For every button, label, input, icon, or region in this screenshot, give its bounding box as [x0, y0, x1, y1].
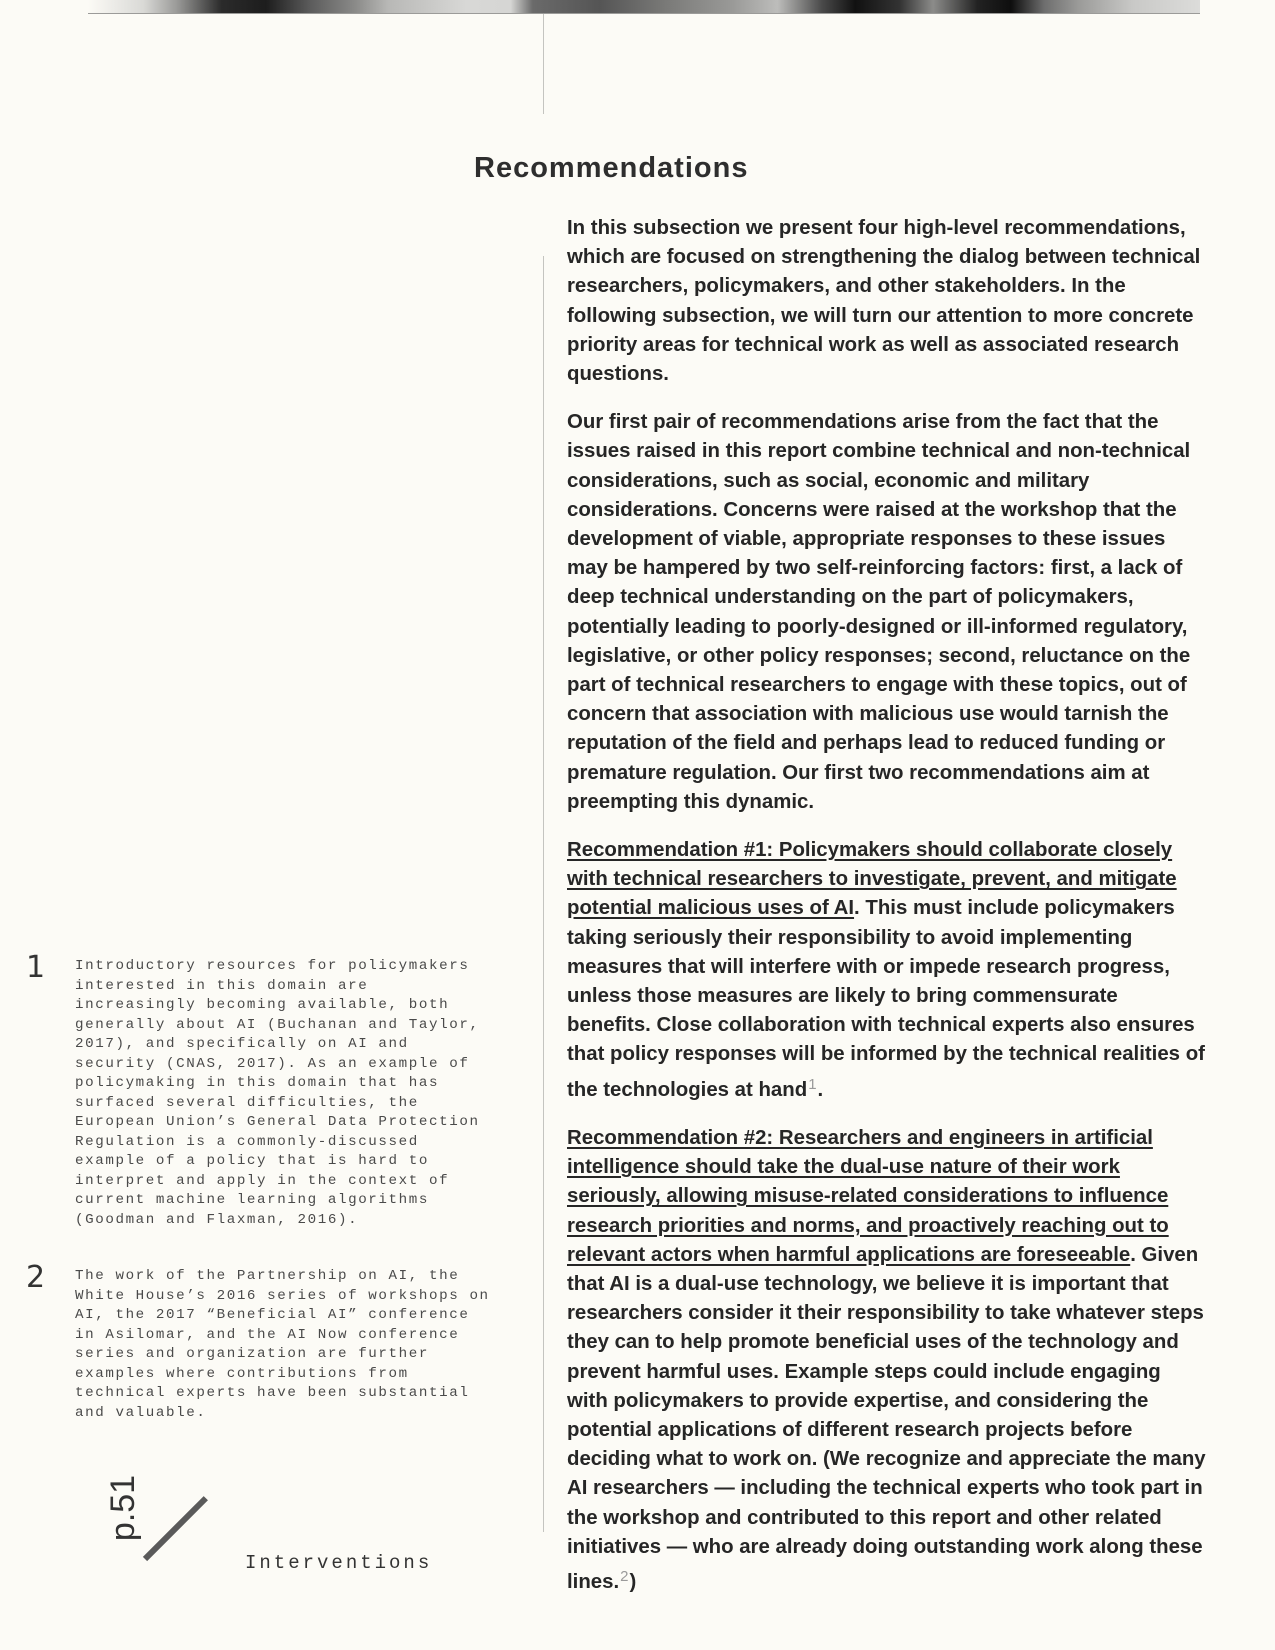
recommendation-2-tail: ): [629, 1570, 637, 1593]
footnote-2-number: 2: [26, 1260, 46, 1295]
recommendation-2-heading: Recommendation #2: Researchers and engineers in artificial intelligence should take the dual-use nature of their work seriously, allowing misuse-related considerations to influence research priorities and norms, and proactively reaching out to relevant actors when harmful applications are foreseeable: [567, 1126, 1169, 1266]
recommendation-1: [567, 836, 1207, 1105]
footnote-ref-2[interactable]: 2: [620, 1567, 629, 1585]
recommendation-2: [567, 1124, 1207, 1597]
intro-paragraph: In this subsection we present four high-level recommendations, which are focused on strengthening the dialog between technical researchers, policymakers, and other stakeholders. In the following subsection, we will turn our attention to more concrete priority areas for technical work as well as associated research questions.: [567, 217, 1201, 386]
main-column: [567, 214, 1207, 1616]
column-divider-top: [543, 14, 544, 114]
footnote-2-text: The work of the Partnership on AI, the White House’s 2016 series of workshops on AI, the 2017 “Beneficial AI” conference in Asilomar, and the AI Now conference series and organization are further examples where contributions from technical experts have been substantial and valuable.: [75, 1268, 490, 1421]
slash-divider-icon: [143, 1496, 208, 1561]
footnote-1-number: 1: [26, 950, 46, 985]
section-label: Interventions: [245, 1552, 433, 1574]
recommendation-2-body: . Given that AI is a dual-use technology, we believe it is important that researchers consider it their responsibility to take whatever steps they can to help promote beneficial uses of the technology and prevent harmful uses. Example steps could include engaging with policymakers to provide expertise, and considering the potential applications of different research projects before deciding what to work on. (We recognize and appreciate the many AI researchers — including the technical experts who took part in the workshop and contributed to this report and other related initiatives — who are already doing outstanding work along these lines.: [567, 1243, 1206, 1593]
recommendation-1-heading: Recommendation #1: Policymakers should collaborate closely with technical researchers to investigate, prevent, and mitigate potential malicious uses of AI: [567, 839, 1177, 920]
footnote-1-text: Introductory resources for policymakers interested in this domain are increasingly becoming available, both generally about AI (Buchanan and Taylor, 2017), and specifically on AI and security (CNAS, 2017). As an example of policymaking in this domain that has surfaced several difficulties, the European Union’s General Data Protection Regulation is a commonly-discussed example of a policy that is hard to interpret and apply in the context of current machine learning algorithms (Goodman and Flaxman, 2016).: [75, 958, 480, 1228]
page-title: Recommendations: [474, 152, 749, 184]
column-divider: [543, 256, 544, 1532]
context-paragraph: Our first pair of recommendations arise from the fact that the issues raised in this report combine technical and non-technical considerations, such as social, economic and military considerations. Concerns were raised at the workshop that the development of viable, appropriate responses to these issues may be hampered by two self-reinforcing factors: first, a lack of deep technical understanding on the part of policymakers, potentially leading to poorly-designed or ill-informed regulatory, legislative, or other policy responses; second, reluctance on the part of technical researchers to engage with these topics, out of concern that association with malicious use would tarnish the reputation of the field and perhaps lead to reduced funding or premature regulation. Our first two recommendations aim at preempting this dynamic.: [567, 411, 1191, 813]
page-number: p.51: [104, 1474, 142, 1542]
header-gradient-band: [88, 0, 1200, 14]
recommendation-1-body: . This must include policymakers taking seriously their responsibility to avoid implementing measures that will interfere with or impede research progress, unless those measures are likely to bring commensurate benefits. Close collaboration with technical experts also ensures that policy responses will be informed by the technical realities of the technologies at hand: [567, 897, 1205, 1101]
footnote-ref-1[interactable]: 1: [808, 1075, 817, 1093]
recommendation-1-tail: .: [817, 1078, 824, 1101]
